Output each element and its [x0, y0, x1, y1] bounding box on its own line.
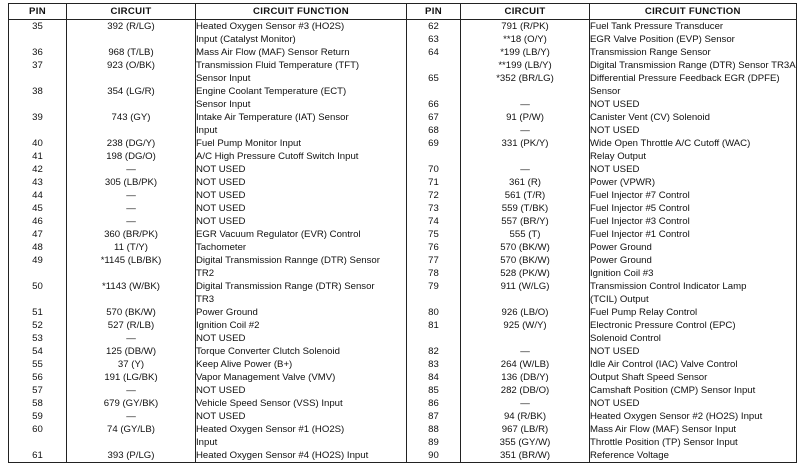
- pin-cell-right: 76: [407, 241, 461, 254]
- function-cell-left: Ignition Coil #2: [196, 319, 407, 332]
- circuit-cell-left: [67, 98, 196, 111]
- circuit-cell-right: —: [461, 163, 590, 176]
- circuit-cell-left: 198 (DG/O): [67, 150, 196, 163]
- circuit-cell-right: 351 (BR/W): [461, 449, 590, 463]
- function-cell-left: NOT USED: [196, 163, 407, 176]
- circuit-cell-right: 570 (BK/W): [461, 254, 590, 267]
- pin-cell-left: 42: [9, 163, 67, 176]
- table-row: [9, 202, 797, 215]
- function-cell-right: NOT USED: [590, 345, 797, 358]
- pin-cell-right: 79: [407, 280, 461, 293]
- circuit-cell-left: —: [67, 410, 196, 423]
- table-row: [9, 33, 797, 46]
- circuit-cell-left: 74 (GY/LB): [67, 423, 196, 436]
- function-cell-right: Ignition Coil #3: [590, 267, 797, 280]
- table-row: [9, 345, 797, 358]
- circuit-cell-right: **199 (LB/Y): [461, 59, 590, 72]
- pin-cell-right: [407, 85, 461, 98]
- circuit-cell-right: *199 (LB/Y): [461, 46, 590, 59]
- circuit-cell-right: —: [461, 98, 590, 111]
- circuit-cell-left: 679 (GY/BK): [67, 397, 196, 410]
- circuit-cell-right: 361 (R): [461, 176, 590, 189]
- table-row: [9, 384, 797, 397]
- circuit-cell-right: 967 (LB/R): [461, 423, 590, 436]
- function-cell-left: Engine Coolant Temperature (ECT): [196, 85, 407, 98]
- pin-cell-right: 72: [407, 189, 461, 202]
- function-cell-left: Digital Transmission Rannge (DTR) Sensor: [196, 254, 407, 267]
- pin-cell-left: 40: [9, 137, 67, 150]
- pin-cell-right: 66: [407, 98, 461, 111]
- pin-cell-right: 64: [407, 46, 461, 59]
- function-header-left: CIRCUIT FUNCTION: [196, 4, 407, 20]
- function-cell-left: TR2: [196, 267, 407, 280]
- table-row: [9, 98, 797, 111]
- function-cell-left: Tachometer: [196, 241, 407, 254]
- pin-cell-left: 54: [9, 345, 67, 358]
- function-cell-right: Reference Voltage: [590, 449, 797, 463]
- function-cell-right: Fuel Injector #7 Control: [590, 189, 797, 202]
- function-cell-left: Vehicle Speed Sensor (VSS) Input: [196, 397, 407, 410]
- pin-cell-left: 52: [9, 319, 67, 332]
- pin-cell-right: 89: [407, 436, 461, 449]
- pin-cell-left: [9, 98, 67, 111]
- pin-cell-left: 50: [9, 280, 67, 293]
- function-cell-right: Sensor: [590, 85, 797, 98]
- pin-cell-right: 78: [407, 267, 461, 280]
- pin-cell-right: 63: [407, 33, 461, 46]
- function-cell-right: Fuel Pump Relay Control: [590, 306, 797, 319]
- circuit-cell-right: 282 (DB/O): [461, 384, 590, 397]
- pin-cell-right: 71: [407, 176, 461, 189]
- pin-cell-left: 55: [9, 358, 67, 371]
- function-cell-left: NOT USED: [196, 215, 407, 228]
- circuit-cell-left: 305 (LB/PK): [67, 176, 196, 189]
- table-row: [9, 254, 797, 267]
- circuit-cell-right: 570 (BK/W): [461, 241, 590, 254]
- function-cell-left: Digital Transmission Range (DTR) Sensor: [196, 280, 407, 293]
- table-row: [9, 59, 797, 72]
- circuit-cell-left: [67, 72, 196, 85]
- circuit-cell-left: [67, 436, 196, 449]
- function-cell-left: Mass Air Flow (MAF) Sensor Return: [196, 46, 407, 59]
- pin-cell-left: 51: [9, 306, 67, 319]
- function-cell-right: Throttle Position (TP) Sensor Input: [590, 436, 797, 449]
- table-row: [9, 124, 797, 137]
- pin-cell-right: 86: [407, 397, 461, 410]
- pin-cell-right: [407, 150, 461, 163]
- function-cell-left: Input: [196, 436, 407, 449]
- table-header: [9, 4, 797, 20]
- circuit-cell-right: 925 (W/Y): [461, 319, 590, 332]
- function-cell-right: NOT USED: [590, 98, 797, 111]
- circuit-cell-right: [461, 85, 590, 98]
- table-row: [9, 111, 797, 124]
- pin-cell-left: 59: [9, 410, 67, 423]
- pin-cell-left: [9, 124, 67, 137]
- circuit-cell-left: 360 (BR/PK): [67, 228, 196, 241]
- circuit-cell-left: —: [67, 215, 196, 228]
- pinout-sheet: [8, 3, 797, 463]
- pin-cell-left: 47: [9, 228, 67, 241]
- function-cell-left: Vapor Management Valve (VMV): [196, 371, 407, 384]
- circuit-cell-right: 791 (R/PK): [461, 20, 590, 34]
- function-cell-left: NOT USED: [196, 176, 407, 189]
- circuit-header-right: CIRCUIT: [461, 4, 590, 20]
- function-cell-right: NOT USED: [590, 124, 797, 137]
- function-header-right: CIRCUIT FUNCTION: [590, 4, 797, 20]
- table-row: [9, 410, 797, 423]
- circuit-cell-left: [67, 33, 196, 46]
- pin-cell-left: 45: [9, 202, 67, 215]
- circuit-cell-right: —: [461, 397, 590, 410]
- pin-cell-left: 57: [9, 384, 67, 397]
- pin-cell-right: 85: [407, 384, 461, 397]
- function-cell-right: Fuel Injector #5 Control: [590, 202, 797, 215]
- function-cell-left: Input: [196, 124, 407, 137]
- function-cell-left: TR3: [196, 293, 407, 306]
- function-cell-right: Fuel Tank Pressure Transducer: [590, 20, 797, 34]
- function-cell-right: Fuel Injector #1 Control: [590, 228, 797, 241]
- function-cell-right: Digital Transmission Range (DTR) Sensor TR3A: [590, 60, 796, 71]
- circuit-cell-left: 354 (LG/R): [67, 85, 196, 98]
- function-cell-right: Transmission Range Sensor: [590, 46, 797, 59]
- table-row: [9, 293, 797, 306]
- circuit-cell-left: [67, 267, 196, 280]
- pin-cell-right: 77: [407, 254, 461, 267]
- circuit-cell-right: 355 (GY/W): [461, 436, 590, 449]
- table-row: [9, 436, 797, 449]
- circuit-cell-left: 570 (BK/W): [67, 306, 196, 319]
- circuit-cell-right: 911 (W/LG): [461, 280, 590, 293]
- function-cell-right: Fuel Injector #3 Control: [590, 215, 797, 228]
- function-cell-right: Power (VPWR): [590, 176, 797, 189]
- function-cell-left: NOT USED: [196, 384, 407, 397]
- table-row: [9, 306, 797, 319]
- pin-cell-right: 70: [407, 163, 461, 176]
- function-cell-left: Input (Catalyst Monitor): [196, 33, 407, 46]
- table-row: [9, 280, 797, 293]
- pin-cell-left: 35: [9, 20, 67, 34]
- pin-cell-left: 56: [9, 371, 67, 384]
- pin-cell-left: 38: [9, 85, 67, 98]
- circuit-cell-left: —: [67, 384, 196, 397]
- circuit-cell-left: 923 (O/BK): [67, 59, 196, 72]
- pin-cell-left: 60: [9, 423, 67, 436]
- circuit-cell-right: —: [461, 345, 590, 358]
- circuit-cell-right: **18 (O/Y): [461, 33, 590, 46]
- pin-cell-right: 81: [407, 319, 461, 332]
- table-row: [9, 150, 797, 163]
- function-cell-right: Camshaft Position (CMP) Sensor Input: [590, 384, 797, 397]
- pin-cell-right: 75: [407, 228, 461, 241]
- function-cell-right: Power Ground: [590, 254, 797, 267]
- function-cell-left: A/C High Pressure Cutoff Switch Input: [196, 150, 407, 163]
- function-cell-right: NOT USED: [590, 163, 797, 176]
- pin-cell-right: 80: [407, 306, 461, 319]
- function-cell-left: Keep Alive Power (B+): [196, 358, 407, 371]
- pin-cell-right: 73: [407, 202, 461, 215]
- function-cell-right: Wide Open Throttle A/C Cutoff (WAC): [590, 137, 797, 150]
- circuit-cell-right: 926 (LB/O): [461, 306, 590, 319]
- circuit-cell-left: —: [67, 163, 196, 176]
- circuit-cell-right: 557 (BR/Y): [461, 215, 590, 228]
- pin-cell-left: 46: [9, 215, 67, 228]
- circuit-cell-right: 528 (PK/W): [461, 267, 590, 280]
- function-cell-left: Sensor Input: [196, 98, 407, 111]
- table-row: [9, 189, 797, 202]
- pin-cell-right: 65: [407, 72, 461, 85]
- function-cell-right: Heated Oxygen Sensor #2 (HO2S) Input: [590, 410, 797, 423]
- table-row: [9, 215, 797, 228]
- function-cell-right: Solenoid Control: [590, 332, 797, 345]
- circuit-cell-left: 743 (GY): [67, 111, 196, 124]
- circuit-cell-left: [67, 293, 196, 306]
- pin-cell-left: 48: [9, 241, 67, 254]
- function-cell-right: EGR Valve Position (EVP) Sensor: [590, 33, 797, 46]
- pin-cell-right: 82: [407, 345, 461, 358]
- function-cell-left: Transmission Fluid Temperature (TFT): [196, 59, 407, 72]
- pin-cell-right: 62: [407, 20, 461, 34]
- function-cell-right: NOT USED: [590, 397, 797, 410]
- function-cell-right: Transmission Control Indicator Lamp: [590, 280, 797, 293]
- pin-cell-right: 67: [407, 111, 461, 124]
- function-cell-left: Heated Oxygen Sensor #1 (HO2S): [196, 423, 407, 436]
- circuit-cell-right: [461, 332, 590, 345]
- function-cell-left: Intake Air Temperature (IAT) Sensor: [196, 111, 407, 124]
- function-cell-right: Mass Air Flow (MAF) Sensor Input: [590, 423, 797, 436]
- pin-cell-left: 43: [9, 176, 67, 189]
- table-body: [9, 20, 797, 463]
- table-row: [9, 332, 797, 345]
- function-cell-right: Output Shaft Speed Sensor: [590, 371, 797, 384]
- function-cell-right: Electronic Pressure Control (EPC): [590, 319, 797, 332]
- pin-header-left: PIN: [9, 4, 67, 20]
- circuit-cell-left: *1145 (LB/BK): [67, 254, 196, 267]
- function-cell-right: (TCIL) Output: [590, 293, 797, 306]
- function-cell-left: NOT USED: [196, 332, 407, 345]
- pin-cell-left: 41: [9, 150, 67, 163]
- function-cell-left: Sensor Input: [196, 72, 407, 85]
- pin-cell-right: [407, 59, 461, 72]
- pin-cell-left: [9, 436, 67, 449]
- circuit-cell-left: 37 (Y): [67, 358, 196, 371]
- circuit-cell-right: 559 (T/BK): [461, 202, 590, 215]
- table-row: [9, 137, 797, 150]
- circuit-cell-left: 393 (P/LG): [67, 449, 196, 463]
- circuit-cell-left: —: [67, 332, 196, 345]
- table-row: [9, 319, 797, 332]
- function-cell-right: Canister Vent (CV) Solenoid: [590, 111, 797, 124]
- circuit-cell-left: —: [67, 189, 196, 202]
- circuit-cell-left: 968 (T/LB): [67, 46, 196, 59]
- function-cell-left: Power Ground: [196, 306, 407, 319]
- function-cell-left: NOT USED: [196, 410, 407, 423]
- table-row: [9, 397, 797, 410]
- circuit-cell-left: [67, 124, 196, 137]
- circuit-cell-right: —: [461, 124, 590, 137]
- pin-cell-left: [9, 33, 67, 46]
- pin-cell-right: 84: [407, 371, 461, 384]
- circuit-cell-left: *1143 (W/BK): [67, 280, 196, 293]
- pin-cell-left: 49: [9, 254, 67, 267]
- table-row: [9, 423, 797, 436]
- circuit-cell-left: 191 (LG/BK): [67, 371, 196, 384]
- function-cell-right: Idle Air Control (IAC) Valve Control: [590, 358, 797, 371]
- pin-cell-left: [9, 293, 67, 306]
- circuit-cell-right: [461, 150, 590, 163]
- pin-cell-right: 74: [407, 215, 461, 228]
- circuit-cell-left: —: [67, 202, 196, 215]
- table-row: [9, 72, 797, 85]
- circuit-cell-right: 136 (DB/Y): [461, 371, 590, 384]
- function-cell-right: Relay Output: [590, 150, 797, 163]
- pin-cell-left: 37: [9, 59, 67, 72]
- circuit-cell-right: 331 (PK/Y): [461, 137, 590, 150]
- pin-cell-left: 39: [9, 111, 67, 124]
- circuit-cell-left: 527 (R/LB): [67, 319, 196, 332]
- table-row: [9, 358, 797, 371]
- pin-cell-left: 36: [9, 46, 67, 59]
- pin-cell-left: 53: [9, 332, 67, 345]
- function-cell-left: NOT USED: [196, 202, 407, 215]
- pin-cell-right: 68: [407, 124, 461, 137]
- pin-cell-right: [407, 293, 461, 306]
- table-row: [9, 267, 797, 280]
- function-cell-left: Torque Converter Clutch Solenoid: [196, 345, 407, 358]
- function-cell-left: Heated Oxygen Sensor #4 (HO2S) Input: [196, 449, 407, 463]
- table-row: [9, 85, 797, 98]
- function-cell-left: EGR Vacuum Regulator (EVR) Control: [196, 228, 407, 241]
- table-row: [9, 163, 797, 176]
- circuit-cell-right: 264 (W/LB): [461, 358, 590, 371]
- circuit-cell-left: 238 (DG/Y): [67, 137, 196, 150]
- circuit-cell-left: 11 (T/Y): [67, 241, 196, 254]
- pin-cell-right: 90: [407, 449, 461, 463]
- pin-cell-left: 44: [9, 189, 67, 202]
- circuit-cell-left: 392 (R/LG): [67, 20, 196, 34]
- function-cell-left: Heated Oxygen Sensor #3 (HO2S): [196, 20, 407, 34]
- table-row: [9, 46, 797, 59]
- circuit-cell-right: 91 (P/W): [461, 111, 590, 124]
- table-row: [9, 228, 797, 241]
- pin-cell-left: 61: [9, 449, 67, 463]
- circuit-cell-right: 555 (T): [461, 228, 590, 241]
- pin-cell-right: 88: [407, 423, 461, 436]
- circuit-cell-right: [461, 293, 590, 306]
- circuit-header-left: CIRCUIT: [67, 4, 196, 20]
- pin-cell-right: 87: [407, 410, 461, 423]
- function-cell-right: Differential Pressure Feedback EGR (DPFE): [590, 72, 797, 85]
- function-cell-left: NOT USED: [196, 189, 407, 202]
- pin-header-right: PIN: [407, 4, 461, 20]
- pin-cell-left: 58: [9, 397, 67, 410]
- circuit-cell-right: *352 (BR/LG): [461, 72, 590, 85]
- pin-cell-left: [9, 72, 67, 85]
- circuit-cell-right: 94 (R/BK): [461, 410, 590, 423]
- table-row: [9, 20, 797, 34]
- table-row: [9, 241, 797, 254]
- function-cell-left: Fuel Pump Monitor Input: [196, 137, 407, 150]
- function-cell-right: Power Ground: [590, 241, 797, 254]
- pin-cell-right: 83: [407, 358, 461, 371]
- circuit-cell-left: 125 (DB/W): [67, 345, 196, 358]
- circuit-cell-right: 561 (T/R): [461, 189, 590, 202]
- table-row: [9, 449, 797, 463]
- pin-table: [8, 3, 797, 463]
- pin-cell-right: 69: [407, 137, 461, 150]
- table-row: [9, 371, 797, 384]
- pin-cell-left: [9, 267, 67, 280]
- pin-cell-right: [407, 332, 461, 345]
- table-row: [9, 176, 797, 189]
